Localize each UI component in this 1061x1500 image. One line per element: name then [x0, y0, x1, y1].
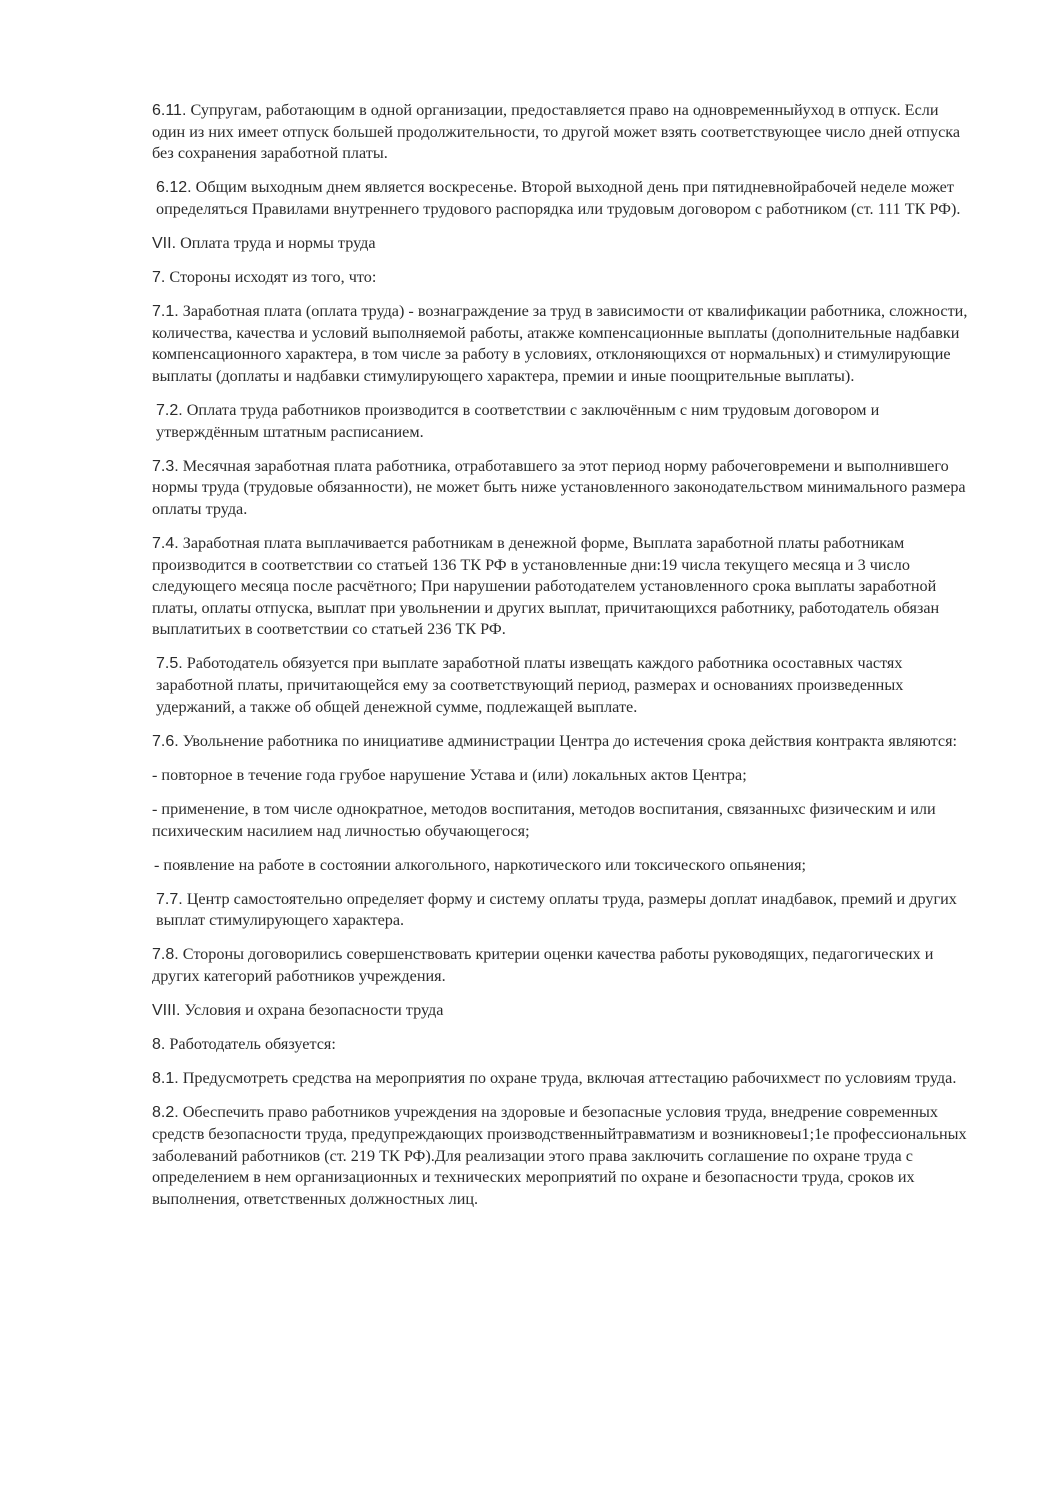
paragraph-8	[152, 1034, 974, 1056]
paragraph-7-6	[152, 731, 974, 753]
paragraph-7-4	[152, 533, 974, 641]
section-number: VIII.	[152, 1002, 181, 1020]
paragraph-text: Оплата труда работников производится в соответствии с заключённым с ним трудовым договором и утверждённым штатным расписанием.	[156, 401, 880, 441]
paragraph-number: 7.1.	[152, 303, 179, 321]
paragraph-number: 7.6.	[152, 732, 179, 750]
paragraph-number: 7.3.	[152, 457, 179, 475]
paragraph-number: 7.8.	[152, 946, 179, 964]
paragraph-number: 8.	[152, 1036, 166, 1054]
paragraph-text: Работодатель обязуется при выплате заработной платы извещать каждого работника осоставных частях заработной платы, причитающейся ему за соответствующий период, размерах и основаниях произведенных удержаний, а также об общей денежной сумме, подлежащей выплате.	[156, 654, 904, 716]
paragraph-8-2	[152, 1102, 974, 1210]
paragraph-text: Предусмотреть средства на мероприятия по охране труда, включая аттестацию рабочихмест по условиям труда.	[178, 1069, 957, 1088]
paragraph-text: Заработная плата выплачивается работникам в денежной форме, Выплата заработной платы работникам производится в соответствии со статьей 136 ТК РФ в установленные дни:19 числа текущего месяца и 3 число следующего месяца после расчётного; При нарушении работодателем установленного срока выплаты заработной платы, оплаты отпуска, выплат при увольнении и других выплат, причитающихся работнику, работодатель обязан выплатитьих в соответствии со статьей 236 ТК РФ.	[152, 534, 940, 639]
section-title: Условия и охрана безопасности труда	[180, 1001, 444, 1020]
paragraph-text: Увольнение работника по инициативе администрации Центра до истечения срока действия контракта являются:	[178, 731, 958, 750]
paragraph-6-11	[152, 100, 974, 165]
paragraph-7	[152, 267, 974, 289]
section-heading-vii	[152, 233, 974, 255]
list-item	[152, 765, 974, 787]
paragraph-number: 8.1.	[152, 1070, 179, 1088]
paragraph-text: Супругам, работающим в одной организации, предоставляется право на одновременныйуход в отпуск. Если один из них имеет отпуск большей продолжительности, то другой может взять соответствующее число дней отпуска без сохранения заработной платы.	[152, 101, 961, 163]
paragraph-7-3	[152, 456, 974, 521]
paragraph-number: 7.7.	[156, 890, 183, 908]
paragraph-7-2	[152, 400, 974, 443]
paragraph-7-8	[152, 944, 974, 987]
paragraph-number: 6.12.	[156, 179, 192, 197]
paragraph-text: Стороны договорились совершенствовать критерии оценки качества работы руководящих, педагогических и других категорий работников учреждения.	[152, 945, 934, 985]
paragraph-text: Заработная плата (оплата труда) - вознаграждение за труд в зависимости от квалификации работника, сложности, количества, качества и условий выполняемой работы, атакже компенсационные выплаты (дополнительные надбавки компенсационного характера, в том числе за работу в условиях, отклоняющихся от нормальных) и стимулирующие выплаты (доплаты и надбавки стимулирующего характера, премии и иные поощрительные выплаты).	[152, 302, 968, 385]
paragraph-8-1	[152, 1068, 974, 1090]
paragraph-text: Месячная заработная плата работника, отработавшего за этот период норму рабочеговремени и выполнившего нормы труда (трудовые обязанности), не может быть ниже установленного законодательством минимального размера оплаты труда.	[152, 456, 966, 518]
paragraph-text: Центр самостоятельно определяет форму и систему оплаты труда, размеры доплат инадбавок, премий и других выплат стимулирующего характера.	[156, 889, 957, 930]
paragraph-number: 7.2.	[156, 402, 183, 420]
paragraph-text: Работодатель обязуется:	[165, 1035, 336, 1054]
list-item	[152, 855, 974, 877]
list-item-text: - применение, в том числе однократное, методов воспитания, методов воспитания, связанныхс физическим и или психическим насилием над личностью обучающегося;	[152, 799, 936, 840]
paragraph-text: Стороны исходят из того, что:	[165, 268, 377, 287]
list-item	[152, 799, 974, 842]
paragraph-number: 7.	[152, 269, 166, 287]
list-item-text: - появление на работе в состоянии алкогольного, наркотического или токсического опьянения;	[154, 855, 807, 874]
paragraph-7-1	[152, 301, 974, 387]
section-number: VII.	[152, 234, 177, 252]
section-heading-viii	[152, 1000, 974, 1022]
paragraph-number: 8.2.	[152, 1104, 179, 1122]
section-title: Оплата труда и нормы труда	[176, 233, 376, 252]
paragraph-text: Обеспечить право работников учреждения на здоровые и безопасные условия труда, внедрение современных средств безопасности труда, предупреждающих производственныйтравматизм и возникновеы1;1е профессиональных заболеваний работников (ст. 219 ТК РФ).Для реализации этого права заключить соглашение по охране труда с определением в нем организационных и технических мероприятий по охране и безопасности труда, сроков их выполнения, ответственных должностных лиц.	[152, 1103, 967, 1208]
paragraph-7-7	[152, 889, 974, 932]
document-page	[152, 100, 974, 1223]
list-item-text: - повторное в течение года грубое нарушение Устава и (или) локальных актов Центра;	[152, 765, 747, 784]
paragraph-number: 6.11.	[152, 102, 187, 119]
paragraph-7-5	[152, 653, 974, 718]
paragraph-6-12	[152, 177, 974, 220]
paragraph-text: Общим выходным днем является воскресенье. Второй выходной день при пятидневнойрабочей неделе может определяться Правилами внутреннего трудового распорядка или трудовым договором с работником (ст. 111 ТК РФ).	[156, 178, 961, 218]
paragraph-number: 7.5.	[156, 655, 183, 673]
paragraph-number: 7.4.	[152, 535, 179, 552]
